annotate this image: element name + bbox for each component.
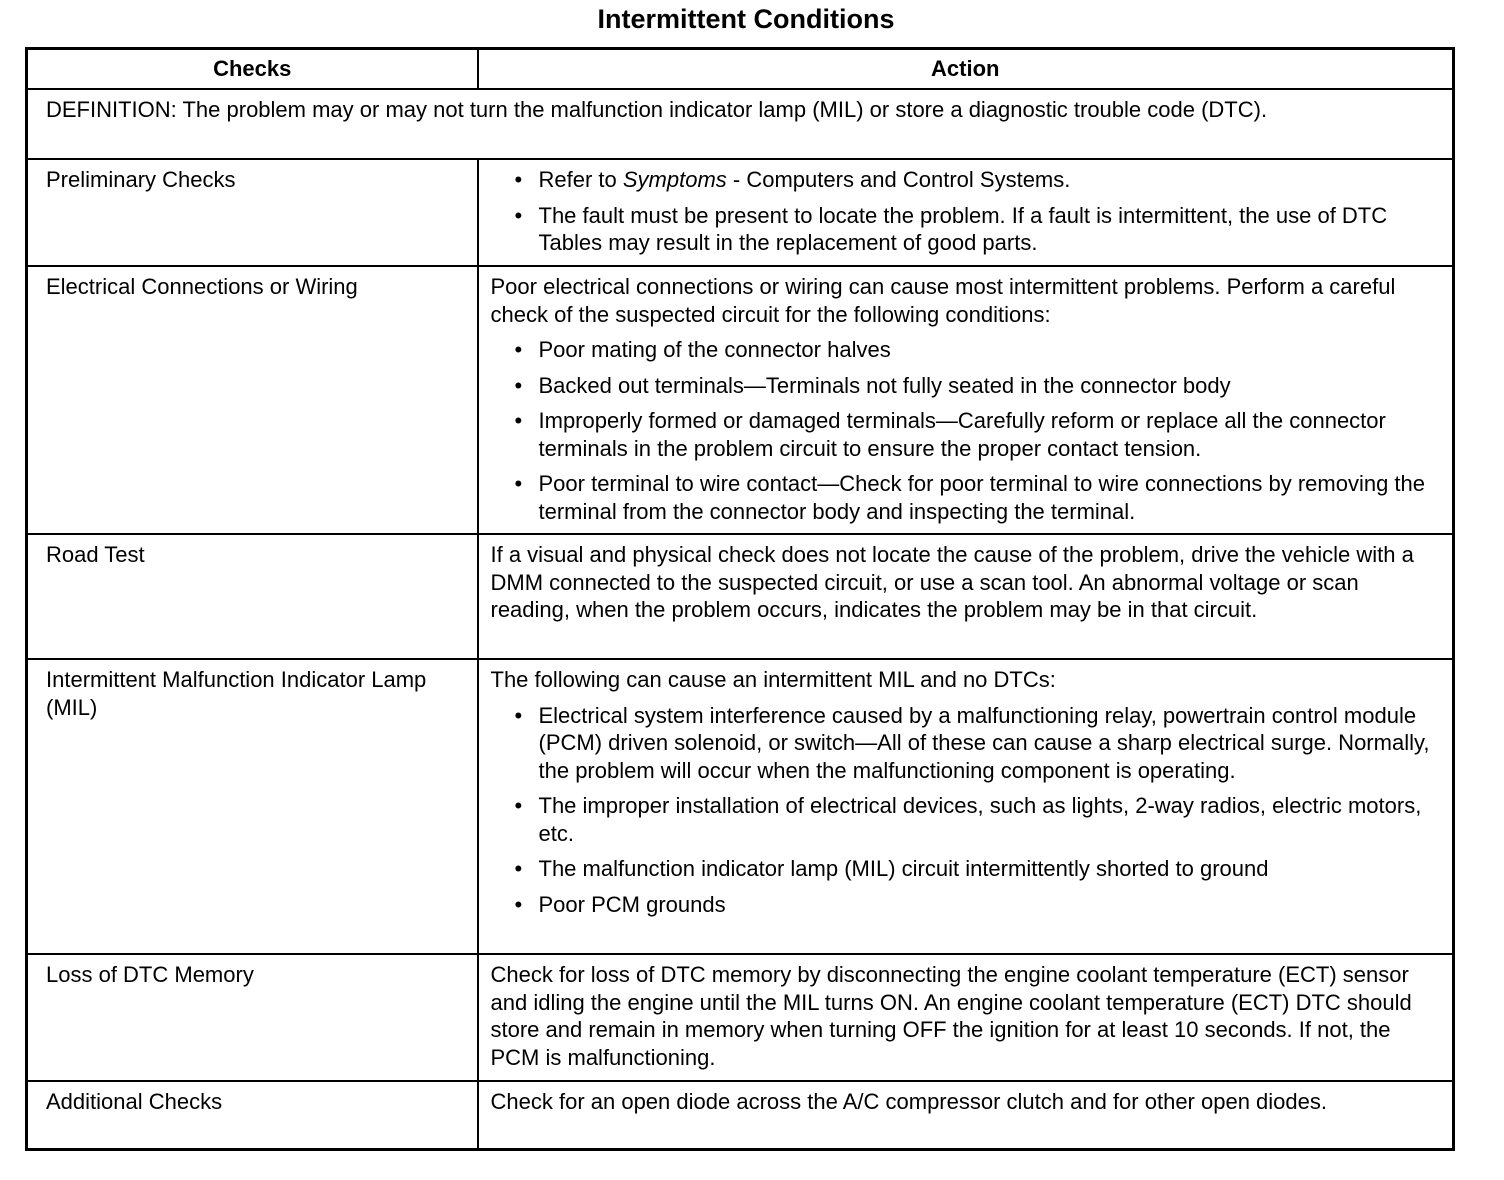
table-row: [27, 954, 1454, 1081]
bullet-list: [491, 336, 1441, 525]
text: Refer to: [538, 167, 623, 192]
bullet-list: [491, 702, 1441, 919]
page-title: Intermittent Conditions: [597, 4, 895, 34]
action-cell: [478, 159, 1454, 266]
check-label: Loss of DTC Memory: [27, 954, 478, 1081]
check-label: Intermittent Malfunction Indicator Lamp (MIL): [27, 659, 478, 954]
action-text: If a visual and physical check does not locate the cause of the problem, drive the vehicle with a DMM connected to the suspected circuit, or use a scan tool. An abnormal voltage or scan reading, when the problem occurs, indicates the problem may be in that circuit.: [490, 542, 1414, 622]
reference-title: Symptoms: [622, 167, 727, 192]
check-label: Electrical Connections or Wiring: [27, 266, 478, 534]
table-row: [27, 1081, 1454, 1149]
table-row: [27, 534, 1454, 659]
table-row: [27, 659, 1454, 954]
intermittent-conditions-table: [25, 47, 1455, 1151]
list-item: • Poor mating of the connector halves: [539, 336, 1441, 364]
list-item: • Backed out terminals—Terminals not fully seated in the connector body: [539, 372, 1441, 400]
action-text: Poor electrical connections or wiring can cause most intermittent problems. Perform a careful check of the suspected circuit for the following conditions:: [490, 274, 1396, 327]
table-row: [27, 159, 1454, 266]
action-text: Check for an open diode across the A/C compressor clutch and for other open diodes.: [490, 1089, 1327, 1114]
action-cell: [478, 659, 1454, 954]
action-text: Check for loss of DTC memory by disconnecting the engine coolant temperature (ECT) sensor and idling the engine until the MIL turns ON. An engine coolant temperature (ECT) DTC should store and remain in memory when turning OFF the ignition for at least 10 seconds. If not, the PCM is malfunctioning.: [490, 962, 1412, 1070]
check-label: Additional Checks: [27, 1081, 478, 1149]
list-item: • Poor PCM grounds: [539, 891, 1441, 919]
text: - Computers and Control Systems.: [726, 167, 1071, 192]
list-item: • The fault must be present to locate the problem. If a fault is intermittent, the use of DTC Tables may result in the replacement of good parts.: [539, 202, 1441, 257]
action-cell: [478, 534, 1454, 659]
check-label: Road Test: [27, 534, 478, 659]
definition-row: [27, 89, 1454, 159]
bullet-list: [491, 166, 1441, 257]
action-cell: [478, 954, 1454, 1081]
list-item: • Electrical system interference caused by a malfunctioning relay, powertrain control module (PCM) driven solenoid, or switch—All of these can cause a sharp electrical surge. Normally, the problem will occur when the malfunctioning component is operating.: [539, 702, 1441, 785]
action-cell: [478, 266, 1454, 534]
list-item: • The improper installation of electrical devices, such as lights, 2-way radios, electric motors, etc.: [539, 792, 1441, 847]
list-item: • The malfunction indicator lamp (MIL) circuit intermittently shorted to ground: [539, 855, 1441, 883]
action-text: The following can cause an intermittent MIL and no DTCs:: [490, 667, 1056, 692]
header-row: [27, 49, 1454, 90]
table-row: [27, 266, 1454, 534]
action-cell: [478, 1081, 1454, 1149]
list-item: • Poor terminal to wire contact—Check for poor terminal to wire connections by removing the terminal from the connector body and inspecting the terminal.: [539, 470, 1441, 525]
header-checks: Checks: [27, 49, 478, 90]
check-label: Preliminary Checks: [27, 159, 478, 266]
definition-text: DEFINITION: The problem may or may not turn the malfunction indicator lamp (MIL) or store a diagnostic trouble code (DTC).: [27, 89, 1454, 159]
header-action: Action: [478, 49, 1454, 90]
list-item: • Improperly formed or damaged terminals—Carefully reform or replace all the connector terminals in the problem circuit to ensure the proper contact tension.: [539, 407, 1441, 462]
list-item: [539, 166, 1441, 194]
